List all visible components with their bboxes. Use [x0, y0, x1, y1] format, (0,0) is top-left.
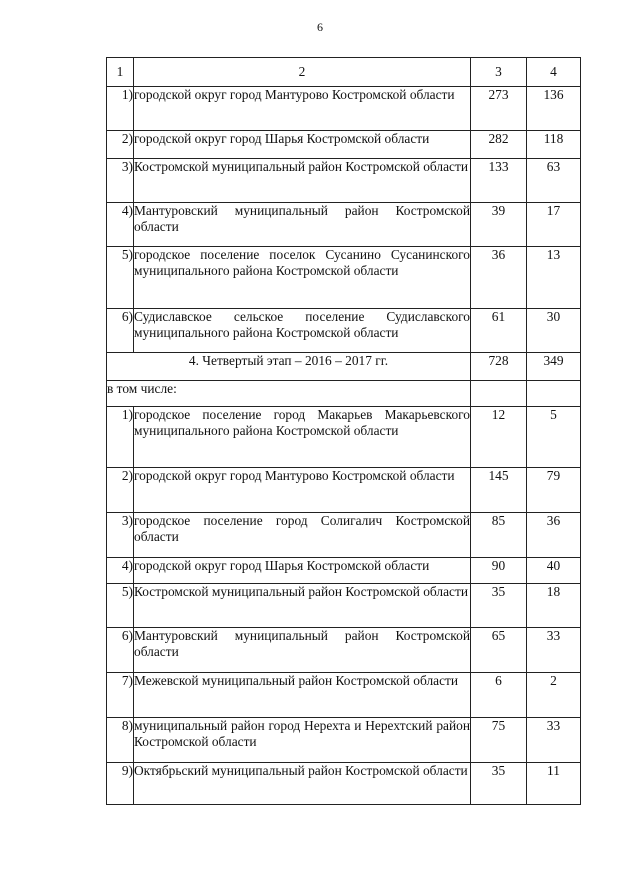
- row-municipality: Костромской муниципальный район Костромской области: [134, 584, 471, 628]
- row-number: 9): [107, 763, 134, 805]
- row-value-col4: 5: [527, 407, 581, 468]
- row-number: 7): [107, 673, 134, 718]
- row-municipality: Межевской муниципальный район Костромской области: [134, 673, 471, 718]
- row-municipality: Мантуровский муниципальный район Костромской области: [134, 628, 471, 673]
- row-value-col3: 65: [471, 628, 527, 673]
- row-value-col3: 12: [471, 407, 527, 468]
- row-value-col4: 18: [527, 584, 581, 628]
- row-value-col4: 30: [527, 309, 581, 353]
- row-municipality: городской округ город Шарья Костромской области: [134, 558, 471, 584]
- header-col-4: 4: [527, 58, 581, 87]
- row-municipality: муниципальный район город Нерехта и Нерехтский район Костромской области: [134, 718, 471, 763]
- table-row: [107, 628, 581, 673]
- row-value-col4: 36: [527, 513, 581, 558]
- row-value-col4: 79: [527, 468, 581, 513]
- table-row: [107, 247, 581, 309]
- table-row: [107, 763, 581, 805]
- table-row: [107, 584, 581, 628]
- row-value-col4: 33: [527, 718, 581, 763]
- row-value-col3: 90: [471, 558, 527, 584]
- table-row: [107, 468, 581, 513]
- row-number: 4): [107, 558, 134, 584]
- row-value-col3: 282: [471, 131, 527, 159]
- row-value-col3: 75: [471, 718, 527, 763]
- row-number: 4): [107, 203, 134, 247]
- row-municipality: Костромской муниципальный район Костромской области: [134, 159, 471, 203]
- row-value-col3: 39: [471, 203, 527, 247]
- table-row: [107, 718, 581, 763]
- row-value-col4: 33: [527, 628, 581, 673]
- stage-row: [107, 353, 581, 381]
- row-value-col3: 35: [471, 763, 527, 805]
- table-row: [107, 407, 581, 468]
- row-municipality: городской округ город Мантурово Костромской области: [134, 468, 471, 513]
- table-row: [107, 159, 581, 203]
- row-number: 3): [107, 159, 134, 203]
- row-value-col3: 35: [471, 584, 527, 628]
- row-number: 8): [107, 718, 134, 763]
- table-row: [107, 87, 581, 131]
- row-value-col4: 13: [527, 247, 581, 309]
- page-number: 6: [317, 20, 323, 34]
- row-municipality: городское поселение город Солигалич Костромской области: [134, 513, 471, 558]
- row-value-col4: 118: [527, 131, 581, 159]
- row-number: 5): [107, 247, 134, 309]
- row-municipality: городской округ город Мантурово Костромской области: [134, 87, 471, 131]
- row-value-col3: 145: [471, 468, 527, 513]
- row-number: 2): [107, 131, 134, 159]
- row-number: 6): [107, 309, 134, 353]
- table-row: [107, 309, 581, 353]
- subheader-empty-col4: [527, 381, 581, 407]
- row-value-col4: 2: [527, 673, 581, 718]
- row-value-col4: 11: [527, 763, 581, 805]
- table-row: [107, 558, 581, 584]
- row-municipality: городское поселение город Макарьев Макарьевского муниципального района Костромской области: [134, 407, 471, 468]
- stage-value-col3: 728: [471, 353, 527, 381]
- row-municipality: городской округ город Шарья Костромской области: [134, 131, 471, 159]
- row-value-col3: 61: [471, 309, 527, 353]
- table-row: [107, 131, 581, 159]
- row-value-col4: 136: [527, 87, 581, 131]
- row-number: 2): [107, 468, 134, 513]
- row-value-col3: 273: [471, 87, 527, 131]
- header-col-1: 1: [107, 58, 134, 87]
- row-municipality: Судиславское сельское поселение Судиславского муниципального района Костромской области: [134, 309, 471, 353]
- table-row: [107, 513, 581, 558]
- subheader-row: [107, 381, 581, 407]
- header-col-3: 3: [471, 58, 527, 87]
- row-number: 6): [107, 628, 134, 673]
- row-value-col4: 63: [527, 159, 581, 203]
- row-municipality: городское поселение поселок Сусанино Сусанинского муниципального района Костромской области: [134, 247, 471, 309]
- row-value-col3: 85: [471, 513, 527, 558]
- table-header-row: [107, 58, 581, 87]
- allocation-table: [106, 57, 581, 805]
- subheader-empty-col3: [471, 381, 527, 407]
- header-col-2: 2: [134, 58, 471, 87]
- row-value-col4: 40: [527, 558, 581, 584]
- row-value-col4: 17: [527, 203, 581, 247]
- row-number: 1): [107, 407, 134, 468]
- row-municipality: Мантуровский муниципальный район Костромской области: [134, 203, 471, 247]
- row-number: 5): [107, 584, 134, 628]
- table-row: [107, 673, 581, 718]
- row-value-col3: 6: [471, 673, 527, 718]
- row-value-col3: 133: [471, 159, 527, 203]
- row-value-col3: 36: [471, 247, 527, 309]
- stage-label: 4. Четвертый этап – 2016 – 2017 гг.: [107, 353, 471, 381]
- stage-value-col4: 349: [527, 353, 581, 381]
- row-number: 3): [107, 513, 134, 558]
- subheader-label: в том числе:: [107, 381, 471, 407]
- table-row: [107, 203, 581, 247]
- row-municipality: Октябрьский муниципальный район Костромской области: [134, 763, 471, 805]
- row-number: 1): [107, 87, 134, 131]
